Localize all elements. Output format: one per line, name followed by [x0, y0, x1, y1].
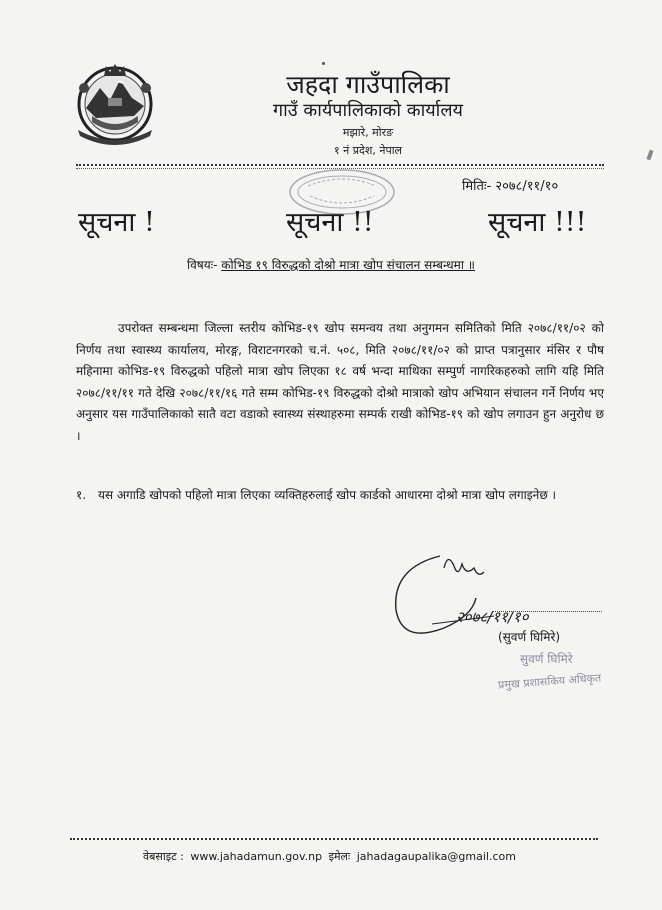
nepal-emblem-icon — [72, 58, 158, 148]
address-line-1: मझारे, मोरङ — [342, 126, 394, 139]
website-label: वेबसाइट : — [143, 850, 184, 863]
email-link[interactable]: jahadagaupalika@gmail.com — [356, 850, 516, 863]
seal-name: सुवर्ण घिमिरे — [520, 652, 573, 666]
email-label: इमेलः — [328, 850, 351, 863]
list-item-number: १. — [76, 488, 87, 502]
signer-name: (सुवर्ण घिमिरे) — [498, 630, 561, 644]
subject-label: विषयः- — [187, 258, 218, 272]
notice-heading-3: सूचना !!! — [488, 207, 587, 238]
municipality-title: जहदा गाउँपालिका — [286, 70, 450, 99]
signature-line — [492, 611, 602, 612]
letter-date: मितिः- २०७८/११/१० — [462, 179, 559, 194]
list-item-text: यस अगाडि खोपको पहिलो मात्रा लिएका व्यक्तिहरुलाई खोप कार्डको आधारमा दोश्रो मात्रा खोप लगाइनेछ । — [98, 488, 557, 502]
subject-text: कोभिड १९ विरुद्धको दोश्रो मात्रा खोप संचालन सम्बन्धमा ॥ — [221, 258, 475, 272]
website-link[interactable]: www.jahadamun.gov.np — [190, 850, 323, 863]
seal-title: प्रमुख प्रशासकिय अधिकृत — [497, 671, 602, 692]
signer-seal — [498, 650, 618, 698]
list-item — [76, 485, 604, 507]
notice-heading-1: सूचना ! — [78, 207, 155, 238]
notice-heading-2: सूचना !! — [286, 207, 374, 238]
subject-line — [0, 256, 662, 274]
margin-mark — [646, 150, 653, 161]
office-subtitle: गाउँ कार्यपालिकाको कार्यालय — [273, 100, 463, 121]
address-line-2: १ नं प्रदेश, नेपाल — [333, 144, 403, 157]
paper-speck — [322, 62, 325, 65]
body-paragraph: उपरोक्त सम्बन्धमा जिल्ला स्तरीय कोभिड-१९ खोप समन्वय तथा अनुगमन समितिको मिति २०७८/११/०२ को निर्णय तथा स्वास्थ्य कार्यालय, मोरङ्ग, विराटनगरको च.नं. ५०८, मिति २०७८/११/०२ को प्राप्त पत्रानुसार मंसिर र पौष महिनामा कोभिड-१९ विरुद्धको पहिलो मात्रा खोप लिएका १८ वर्ष भन्दा माथिका सम्पुर्ण नागरिकहरुको लागि यहि मिति २०७८/११/११ गते देखि २०७८/११/१६ गते सम्म कोभिड-१९ विरुद्धको दोश्रो मात्राको खोप अभियान संचालन गर्ने निर्णय भए अनुसार यस गाउँपालिकाको सातै वटा वडाको स्वास्थ्य संस्थाहरुमा सम्पर्क राखी कोभिड-१९ को खोप लगाउन हुन अनुरोध छ । — [76, 321, 604, 443]
footer-divider — [70, 838, 598, 840]
handwritten-date: २०७८/११/१० — [456, 608, 529, 626]
footer — [0, 849, 662, 864]
